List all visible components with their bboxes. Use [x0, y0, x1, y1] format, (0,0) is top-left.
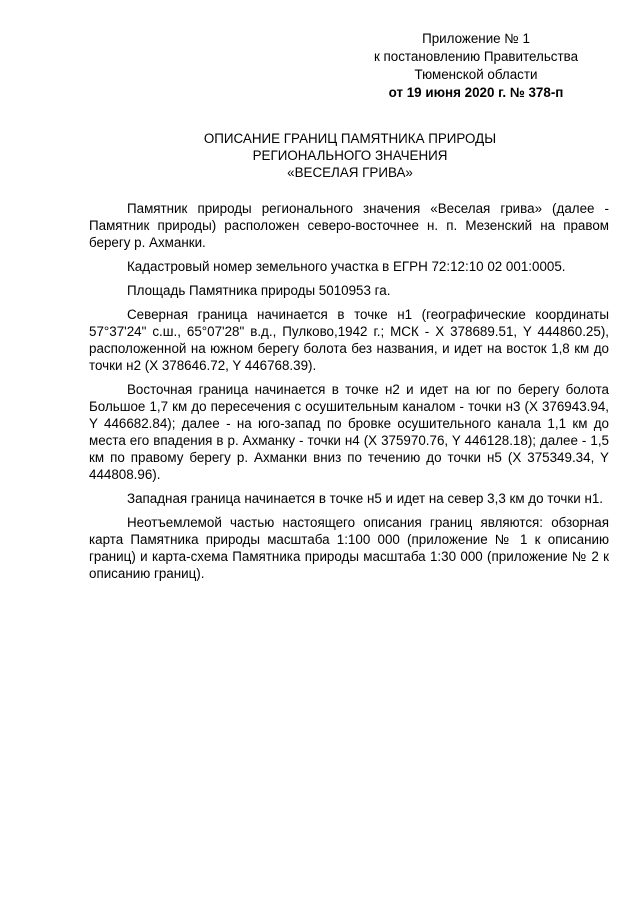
paragraph-west-border: Западная граница начинается в точке н5 и идет на север 3,3 км до точки н1. — [127, 491, 604, 506]
title-line-3: «ВЕСЕЛАЯ ГРИВА» — [287, 165, 413, 180]
title-line-2: РЕГИОНАЛЬНОГО ЗНАЧЕНИЯ — [252, 148, 448, 163]
appendix-region: Тюменской области — [414, 67, 538, 82]
document-title — [80, 130, 620, 181]
paragraph-cadastral: Кадастровый номер земельного участка в ЕГРН 72:12:10 02 001:0005. — [127, 259, 566, 274]
paragraph-north-border: Северная граница начинается в точке н1 (географические координаты 57°37'24" с.ш., 65°07'28" в.д., Пулково,1942 г.; МСК - X 378689.51, Y 444860.25), расположенной на южном берегу болота без названия, и идет на восток 1,8 км до точки н2 (X 378646.72, Y 446768.39). — [89, 307, 609, 373]
paragraph-location: Памятник природы регионального значения «Веселая грива» (далее - Памятник природы) расположен северо-восточнее н. п. Мезенский на правом берегу р. Ахманки. — [89, 201, 609, 250]
paragraph-attachments: Неотъемлемой частью настоящего описания границ являются: обзорная карта Памятника природы масштаба 1:100 000 (приложение № 1 к описанию границ) и карта-схема Памятника природы масштаба 1:30 000 (приложение № 2 к описанию границ). — [89, 515, 609, 581]
paragraph-east-border: Восточная граница начинается в точке н2 и идет на юг по берегу болота Большое 1,7 км до пересечения с осушительным каналом - точки н3 (X 376943.94, Y 446682.84); далее - на юго-запад по бровке осушительного канала 1,1 км до места его впадения в р. Ахманку - точки н4 (X 375970.76, Y 446128.18); далее - 1,5 км по правому берегу р. Ахманки вниз по течению до точки н5 (X 375349.34, Y 444808.96). — [89, 382, 609, 482]
appendix-reference: к постановлению Правительства — [373, 49, 579, 64]
appendix-number: Приложение № 1 — [422, 31, 530, 46]
paragraph-area: Площадь Памятника природы 5010953 га. — [127, 283, 391, 298]
title-line-1: ОПИСАНИЕ ГРАНИЦ ПАМЯТНИКА ПРИРОДЫ — [203, 131, 497, 146]
appendix-date-number: от 19 июня 2020 г. № 378-п — [388, 85, 564, 100]
appendix-header — [360, 30, 592, 102]
document-body — [89, 200, 609, 589]
